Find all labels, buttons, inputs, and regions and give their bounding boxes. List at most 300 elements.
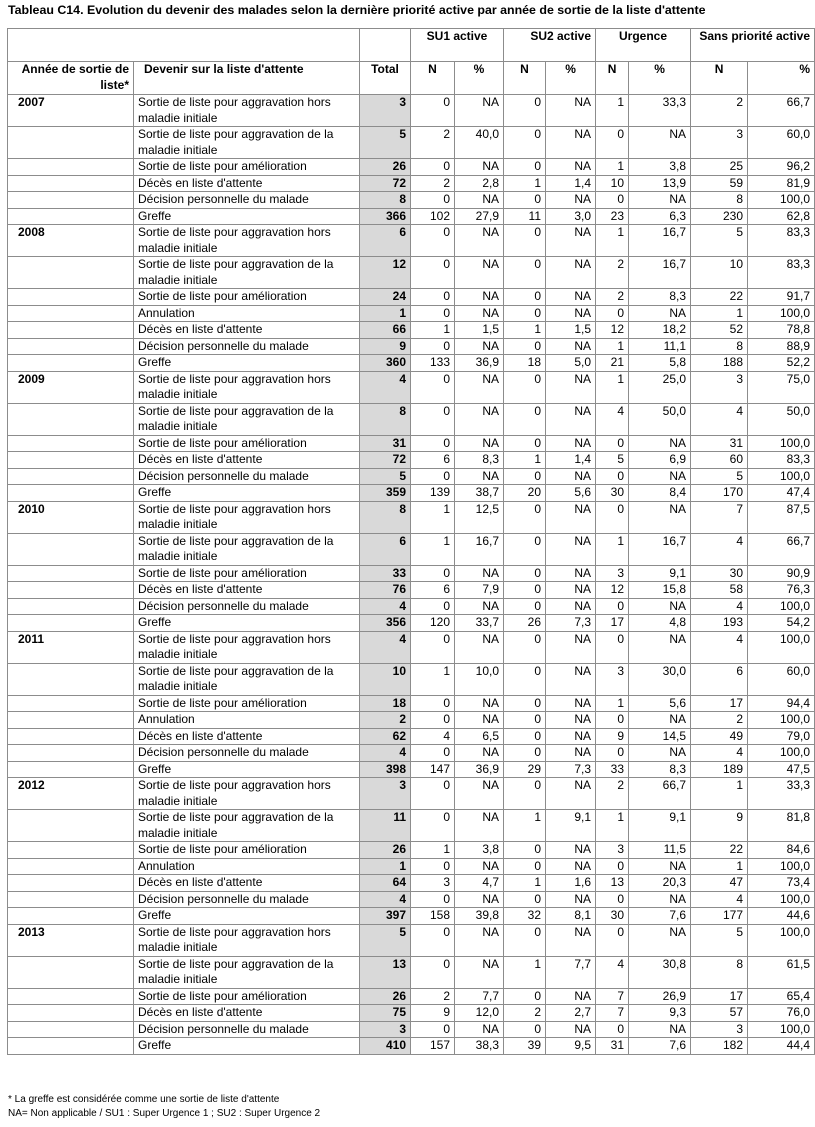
urg-n-cell: 30 bbox=[596, 485, 629, 502]
total-cell: 11 bbox=[360, 810, 411, 842]
su2-pct-cell: NA bbox=[546, 225, 596, 257]
urg-n-cell: 12 bbox=[596, 582, 629, 599]
su1-n-cell: 1 bbox=[411, 533, 455, 565]
table-row bbox=[8, 728, 815, 745]
su2-pct-cell: NA bbox=[546, 338, 596, 355]
su2-n-cell: 0 bbox=[504, 745, 546, 762]
year-cell bbox=[8, 355, 134, 372]
sans-pct-cell: 47,4 bbox=[748, 485, 815, 502]
sans-pct-cell: 66,7 bbox=[748, 533, 815, 565]
su2-pct-cell: 5,6 bbox=[546, 485, 596, 502]
table-row bbox=[8, 663, 815, 695]
table-row bbox=[8, 533, 815, 565]
su2-pct-cell: 9,5 bbox=[546, 1038, 596, 1055]
devenir-cell: Sortie de liste pour aggravation de la maladie initiale bbox=[134, 956, 360, 988]
su2-pct-cell: NA bbox=[546, 289, 596, 306]
urg-pct-cell: 14,5 bbox=[629, 728, 691, 745]
su1-n-cell: 0 bbox=[411, 598, 455, 615]
urg-n-cell: 33 bbox=[596, 761, 629, 778]
urg-n-cell: 0 bbox=[596, 127, 629, 159]
total-cell: 4 bbox=[360, 891, 411, 908]
su2-n-cell: 18 bbox=[504, 355, 546, 372]
devenir-cell: Sortie de liste pour aggravation de la maladie initiale bbox=[134, 533, 360, 565]
su1-pct-cell: NA bbox=[455, 695, 504, 712]
su2-pct-cell: 8,1 bbox=[546, 908, 596, 925]
table-row bbox=[8, 615, 815, 632]
su2-pct-cell: NA bbox=[546, 858, 596, 875]
header-empty-cell bbox=[8, 29, 360, 62]
total-cell: 366 bbox=[360, 208, 411, 225]
devenir-cell: Sortie de liste pour amélioration bbox=[134, 289, 360, 306]
sans-n-cell: 4 bbox=[691, 745, 748, 762]
su2-pct-cell: 5,0 bbox=[546, 355, 596, 372]
urg-n-cell: 0 bbox=[596, 924, 629, 956]
table-row bbox=[8, 225, 815, 257]
su1-pct-cell: NA bbox=[455, 1021, 504, 1038]
sans-pct-cell: 44,6 bbox=[748, 908, 815, 925]
total-cell: 4 bbox=[360, 598, 411, 615]
year-cell bbox=[8, 908, 134, 925]
urg-pct-cell: NA bbox=[629, 891, 691, 908]
su1-pct-cell: 36,9 bbox=[455, 355, 504, 372]
devenir-cell: Sortie de liste pour amélioration bbox=[134, 988, 360, 1005]
devenir-cell: Sortie de liste pour aggravation de la maladie initiale bbox=[134, 810, 360, 842]
su1-n-cell: 157 bbox=[411, 1038, 455, 1055]
total-cell: 3 bbox=[360, 778, 411, 810]
total-cell: 72 bbox=[360, 175, 411, 192]
su1-n-cell: 1 bbox=[411, 501, 455, 533]
urg-pct-cell: 8,3 bbox=[629, 761, 691, 778]
sans-n-cell: 1 bbox=[691, 305, 748, 322]
su2-pct-cell: NA bbox=[546, 468, 596, 485]
sans-pct-cell: 100,0 bbox=[748, 1021, 815, 1038]
year-cell bbox=[8, 452, 134, 469]
table-row bbox=[8, 452, 815, 469]
devenir-cell: Greffe bbox=[134, 208, 360, 225]
su2-n-cell: 1 bbox=[504, 452, 546, 469]
year-cell bbox=[8, 127, 134, 159]
total-cell: 13 bbox=[360, 956, 411, 988]
su2-pct-cell: NA bbox=[546, 1021, 596, 1038]
su2-pct-cell: NA bbox=[546, 778, 596, 810]
year-cell bbox=[8, 175, 134, 192]
devenir-cell: Décès en liste d'attente bbox=[134, 875, 360, 892]
footnote-abbreviations: NA= Non applicable / SU1 : Super Urgence 1 ; SU2 : Super Urgence 2 bbox=[8, 1108, 321, 1119]
urg-pct-cell: NA bbox=[629, 712, 691, 729]
su2-n-cell: 0 bbox=[504, 225, 546, 257]
total-cell: 360 bbox=[360, 355, 411, 372]
su1-pct-cell: NA bbox=[455, 745, 504, 762]
year-cell: 2011 bbox=[8, 631, 134, 663]
sans-n-cell: 3 bbox=[691, 371, 748, 403]
total-cell: 33 bbox=[360, 565, 411, 582]
su2-pct-cell: NA bbox=[546, 127, 596, 159]
su1-n-cell: 9 bbox=[411, 1005, 455, 1022]
su1-n-cell: 120 bbox=[411, 615, 455, 632]
table-row bbox=[8, 355, 815, 372]
su2-pct-cell: NA bbox=[546, 598, 596, 615]
devenir-cell: Greffe bbox=[134, 1038, 360, 1055]
urg-pct-cell: NA bbox=[629, 1021, 691, 1038]
devenir-cell: Sortie de liste pour aggravation hors maladie initiale bbox=[134, 371, 360, 403]
sans-n-cell: 6 bbox=[691, 663, 748, 695]
su2-pct-cell: NA bbox=[546, 582, 596, 599]
su1-pct-cell: NA bbox=[455, 159, 504, 176]
devenir-cell: Sortie de liste pour aggravation de la maladie initiale bbox=[134, 663, 360, 695]
year-cell bbox=[8, 192, 134, 209]
urg-n-cell: 30 bbox=[596, 908, 629, 925]
table-title bbox=[8, 3, 706, 17]
devenir-cell: Décision personnelle du malade bbox=[134, 192, 360, 209]
su2-n-cell: 0 bbox=[504, 257, 546, 289]
total-cell: 4 bbox=[360, 631, 411, 663]
sans-pct-cell: 54,2 bbox=[748, 615, 815, 632]
su1-n-cell: 0 bbox=[411, 712, 455, 729]
sans-n-cell: 5 bbox=[691, 468, 748, 485]
total-cell: 5 bbox=[360, 924, 411, 956]
sans-n-cell: 3 bbox=[691, 127, 748, 159]
sans-pct-cell: 83,3 bbox=[748, 225, 815, 257]
su1-n-cell: 0 bbox=[411, 810, 455, 842]
su1-pct-cell: 4,7 bbox=[455, 875, 504, 892]
urg-pct-cell: 66,7 bbox=[629, 778, 691, 810]
table-row bbox=[8, 712, 815, 729]
table-row bbox=[8, 956, 815, 988]
table-row bbox=[8, 924, 815, 956]
urg-n-cell: 1 bbox=[596, 338, 629, 355]
su2-n-cell: 0 bbox=[504, 192, 546, 209]
su2-pct-cell: 1,4 bbox=[546, 452, 596, 469]
urg-n-cell: 17 bbox=[596, 615, 629, 632]
su2-n-cell: 32 bbox=[504, 908, 546, 925]
su2-pct-cell: 1,4 bbox=[546, 175, 596, 192]
sans-pct-cell: 60,0 bbox=[748, 127, 815, 159]
urg-pct-cell: NA bbox=[629, 192, 691, 209]
year-cell bbox=[8, 565, 134, 582]
urg-pct-cell: 9,3 bbox=[629, 1005, 691, 1022]
urg-n-cell: 0 bbox=[596, 468, 629, 485]
urg-n-cell: 0 bbox=[596, 598, 629, 615]
year-cell: 2008 bbox=[8, 225, 134, 257]
devenir-cell: Décision personnelle du malade bbox=[134, 1021, 360, 1038]
header-sans-n: N bbox=[691, 62, 748, 95]
su2-n-cell: 1 bbox=[504, 322, 546, 339]
year-cell bbox=[8, 338, 134, 355]
su1-pct-cell: 12,0 bbox=[455, 1005, 504, 1022]
su1-n-cell: 0 bbox=[411, 192, 455, 209]
total-cell: 64 bbox=[360, 875, 411, 892]
urg-pct-cell: 33,3 bbox=[629, 95, 691, 127]
su1-n-cell: 0 bbox=[411, 338, 455, 355]
urg-n-cell: 0 bbox=[596, 1021, 629, 1038]
header-total: Total bbox=[360, 62, 411, 95]
header-devenir: Devenir sur la liste d'attente bbox=[134, 62, 360, 95]
su2-pct-cell: 7,3 bbox=[546, 761, 596, 778]
year-cell bbox=[8, 1038, 134, 1055]
su2-n-cell: 0 bbox=[504, 95, 546, 127]
sans-pct-cell: 81,8 bbox=[748, 810, 815, 842]
su2-pct-cell: 9,1 bbox=[546, 810, 596, 842]
sans-n-cell: 170 bbox=[691, 485, 748, 502]
year-cell: 2013 bbox=[8, 924, 134, 956]
urg-pct-cell: 16,7 bbox=[629, 225, 691, 257]
su2-pct-cell: NA bbox=[546, 192, 596, 209]
sans-pct-cell: 33,3 bbox=[748, 778, 815, 810]
sans-n-cell: 3 bbox=[691, 1021, 748, 1038]
devenir-cell: Greffe bbox=[134, 485, 360, 502]
su1-n-cell: 0 bbox=[411, 858, 455, 875]
su2-n-cell: 0 bbox=[504, 891, 546, 908]
su1-pct-cell: NA bbox=[455, 338, 504, 355]
table-row bbox=[8, 159, 815, 176]
total-cell: 6 bbox=[360, 533, 411, 565]
devenir-cell: Greffe bbox=[134, 761, 360, 778]
devenir-cell: Décision personnelle du malade bbox=[134, 745, 360, 762]
sans-n-cell: 10 bbox=[691, 257, 748, 289]
urg-n-cell: 10 bbox=[596, 175, 629, 192]
devenir-cell: Sortie de liste pour aggravation de la maladie initiale bbox=[134, 403, 360, 435]
su1-n-cell: 0 bbox=[411, 695, 455, 712]
sans-pct-cell: 91,7 bbox=[748, 289, 815, 306]
su2-n-cell: 0 bbox=[504, 159, 546, 176]
su1-n-cell: 0 bbox=[411, 289, 455, 306]
urg-pct-cell: 20,3 bbox=[629, 875, 691, 892]
urg-pct-cell: 4,8 bbox=[629, 615, 691, 632]
year-cell bbox=[8, 761, 134, 778]
su2-pct-cell: NA bbox=[546, 257, 596, 289]
sans-pct-cell: 87,5 bbox=[748, 501, 815, 533]
sans-pct-cell: 44,4 bbox=[748, 1038, 815, 1055]
urg-pct-cell: 5,8 bbox=[629, 355, 691, 372]
sans-pct-cell: 100,0 bbox=[748, 435, 815, 452]
su2-n-cell: 0 bbox=[504, 988, 546, 1005]
su2-n-cell: 0 bbox=[504, 565, 546, 582]
urg-n-cell: 0 bbox=[596, 712, 629, 729]
footnote-greffe: * La greffe est considérée comme une sortie de liste d'attente bbox=[8, 1094, 280, 1105]
urg-n-cell: 0 bbox=[596, 435, 629, 452]
sans-n-cell: 2 bbox=[691, 712, 748, 729]
urg-n-cell: 0 bbox=[596, 858, 629, 875]
total-cell: 359 bbox=[360, 485, 411, 502]
su1-n-cell: 2 bbox=[411, 127, 455, 159]
header-urg-pct: % bbox=[629, 62, 691, 95]
sans-n-cell: 17 bbox=[691, 988, 748, 1005]
su2-pct-cell: NA bbox=[546, 305, 596, 322]
sans-pct-cell: 100,0 bbox=[748, 924, 815, 956]
year-cell bbox=[8, 403, 134, 435]
devenir-cell: Sortie de liste pour aggravation de la maladie initiale bbox=[134, 257, 360, 289]
su1-pct-cell: NA bbox=[455, 924, 504, 956]
header-row-columns bbox=[8, 62, 815, 95]
total-cell: 31 bbox=[360, 435, 411, 452]
sans-n-cell: 57 bbox=[691, 1005, 748, 1022]
sans-n-cell: 4 bbox=[691, 598, 748, 615]
devenir-cell: Greffe bbox=[134, 355, 360, 372]
total-cell: 4 bbox=[360, 745, 411, 762]
su2-n-cell: 0 bbox=[504, 631, 546, 663]
urg-pct-cell: NA bbox=[629, 127, 691, 159]
header-su1: SU1 active bbox=[411, 29, 504, 62]
table-row bbox=[8, 175, 815, 192]
sans-n-cell: 188 bbox=[691, 355, 748, 372]
sans-pct-cell: 100,0 bbox=[748, 631, 815, 663]
su1-pct-cell: NA bbox=[455, 565, 504, 582]
urg-pct-cell: 6,3 bbox=[629, 208, 691, 225]
su1-n-cell: 0 bbox=[411, 891, 455, 908]
table-row bbox=[8, 858, 815, 875]
su1-n-cell: 139 bbox=[411, 485, 455, 502]
su1-n-cell: 0 bbox=[411, 159, 455, 176]
su1-pct-cell: NA bbox=[455, 225, 504, 257]
urg-n-cell: 7 bbox=[596, 988, 629, 1005]
total-cell: 1 bbox=[360, 305, 411, 322]
urg-n-cell: 0 bbox=[596, 501, 629, 533]
sans-n-cell: 22 bbox=[691, 842, 748, 859]
urg-pct-cell: 9,1 bbox=[629, 565, 691, 582]
su1-pct-cell: 16,7 bbox=[455, 533, 504, 565]
su2-n-cell: 0 bbox=[504, 435, 546, 452]
sans-n-cell: 230 bbox=[691, 208, 748, 225]
total-cell: 397 bbox=[360, 908, 411, 925]
su1-pct-cell: 40,0 bbox=[455, 127, 504, 159]
su1-n-cell: 0 bbox=[411, 631, 455, 663]
urg-pct-cell: 13,9 bbox=[629, 175, 691, 192]
sans-pct-cell: 83,3 bbox=[748, 257, 815, 289]
sans-n-cell: 30 bbox=[691, 565, 748, 582]
devenir-cell: Sortie de liste pour amélioration bbox=[134, 842, 360, 859]
su1-n-cell: 0 bbox=[411, 305, 455, 322]
su1-n-cell: 0 bbox=[411, 435, 455, 452]
urg-n-cell: 0 bbox=[596, 305, 629, 322]
su1-pct-cell: NA bbox=[455, 371, 504, 403]
urg-n-cell: 5 bbox=[596, 452, 629, 469]
sans-pct-cell: 90,9 bbox=[748, 565, 815, 582]
table-row bbox=[8, 208, 815, 225]
sans-pct-cell: 52,2 bbox=[748, 355, 815, 372]
devenir-cell: Sortie de liste pour amélioration bbox=[134, 565, 360, 582]
year-cell bbox=[8, 875, 134, 892]
su2-pct-cell: NA bbox=[546, 533, 596, 565]
sans-n-cell: 31 bbox=[691, 435, 748, 452]
sans-n-cell: 7 bbox=[691, 501, 748, 533]
su2-pct-cell: 1,6 bbox=[546, 875, 596, 892]
urg-pct-cell: NA bbox=[629, 631, 691, 663]
su2-n-cell: 1 bbox=[504, 175, 546, 192]
urg-n-cell: 0 bbox=[596, 192, 629, 209]
devenir-cell: Sortie de liste pour aggravation hors maladie initiale bbox=[134, 924, 360, 956]
sans-n-cell: 47 bbox=[691, 875, 748, 892]
su1-pct-cell: NA bbox=[455, 289, 504, 306]
su2-pct-cell: 7,3 bbox=[546, 615, 596, 632]
su1-pct-cell: 38,7 bbox=[455, 485, 504, 502]
year-cell bbox=[8, 1021, 134, 1038]
su2-pct-cell: NA bbox=[546, 159, 596, 176]
su1-n-cell: 0 bbox=[411, 745, 455, 762]
urg-pct-cell: NA bbox=[629, 468, 691, 485]
urg-n-cell: 1 bbox=[596, 159, 629, 176]
sans-pct-cell: 94,4 bbox=[748, 695, 815, 712]
table-row bbox=[8, 891, 815, 908]
table-row bbox=[8, 1005, 815, 1022]
su1-n-cell: 6 bbox=[411, 582, 455, 599]
year-cell bbox=[8, 728, 134, 745]
total-cell: 24 bbox=[360, 289, 411, 306]
table-row bbox=[8, 1021, 815, 1038]
total-cell: 3 bbox=[360, 1021, 411, 1038]
year-cell: 2012 bbox=[8, 778, 134, 810]
devenir-cell: Décision personnelle du malade bbox=[134, 468, 360, 485]
devenir-cell: Sortie de liste pour amélioration bbox=[134, 695, 360, 712]
urg-pct-cell: 8,4 bbox=[629, 485, 691, 502]
su1-n-cell: 0 bbox=[411, 95, 455, 127]
urg-n-cell: 3 bbox=[596, 842, 629, 859]
sans-pct-cell: 100,0 bbox=[748, 858, 815, 875]
sans-pct-cell: 60,0 bbox=[748, 663, 815, 695]
table-row bbox=[8, 322, 815, 339]
sans-pct-cell: 88,9 bbox=[748, 338, 815, 355]
su1-n-cell: 1 bbox=[411, 322, 455, 339]
year-cell bbox=[8, 322, 134, 339]
su1-n-cell: 6 bbox=[411, 452, 455, 469]
sans-n-cell: 8 bbox=[691, 338, 748, 355]
su2-n-cell: 0 bbox=[504, 598, 546, 615]
total-cell: 8 bbox=[360, 192, 411, 209]
sans-pct-cell: 84,6 bbox=[748, 842, 815, 859]
urg-n-cell: 4 bbox=[596, 403, 629, 435]
su1-n-cell: 0 bbox=[411, 924, 455, 956]
urg-n-cell: 3 bbox=[596, 663, 629, 695]
urg-pct-cell: 5,6 bbox=[629, 695, 691, 712]
sans-pct-cell: 79,0 bbox=[748, 728, 815, 745]
sans-pct-cell: 76,3 bbox=[748, 582, 815, 599]
sans-pct-cell: 100,0 bbox=[748, 192, 815, 209]
sans-n-cell: 8 bbox=[691, 192, 748, 209]
su1-pct-cell: 10,0 bbox=[455, 663, 504, 695]
su2-pct-cell: NA bbox=[546, 501, 596, 533]
devenir-cell: Annulation bbox=[134, 858, 360, 875]
sans-pct-cell: 100,0 bbox=[748, 891, 815, 908]
su1-n-cell: 2 bbox=[411, 175, 455, 192]
urg-pct-cell: 18,2 bbox=[629, 322, 691, 339]
sans-pct-cell: 96,2 bbox=[748, 159, 815, 176]
urg-n-cell: 1 bbox=[596, 371, 629, 403]
urg-n-cell: 1 bbox=[596, 533, 629, 565]
su2-n-cell: 1 bbox=[504, 956, 546, 988]
sans-pct-cell: 76,0 bbox=[748, 1005, 815, 1022]
sans-n-cell: 193 bbox=[691, 615, 748, 632]
su1-pct-cell: NA bbox=[455, 891, 504, 908]
su1-pct-cell: 12,5 bbox=[455, 501, 504, 533]
devenir-cell: Sortie de liste pour aggravation hors maladie initiale bbox=[134, 631, 360, 663]
total-cell: 26 bbox=[360, 842, 411, 859]
total-cell: 12 bbox=[360, 257, 411, 289]
sans-pct-cell: 78,8 bbox=[748, 322, 815, 339]
sans-pct-cell: 62,8 bbox=[748, 208, 815, 225]
year-cell bbox=[8, 810, 134, 842]
su2-pct-cell: NA bbox=[546, 663, 596, 695]
total-cell: 8 bbox=[360, 403, 411, 435]
header-year: Année de sortie de liste* bbox=[8, 62, 134, 95]
urg-pct-cell: 11,1 bbox=[629, 338, 691, 355]
header-su2: SU2 active bbox=[504, 29, 596, 62]
su1-n-cell: 1 bbox=[411, 663, 455, 695]
total-cell: 410 bbox=[360, 1038, 411, 1055]
table-number: Tableau C14. bbox=[8, 3, 84, 17]
table-row bbox=[8, 435, 815, 452]
urg-pct-cell: 3,8 bbox=[629, 159, 691, 176]
devenir-cell: Décès en liste d'attente bbox=[134, 1005, 360, 1022]
total-cell: 8 bbox=[360, 501, 411, 533]
